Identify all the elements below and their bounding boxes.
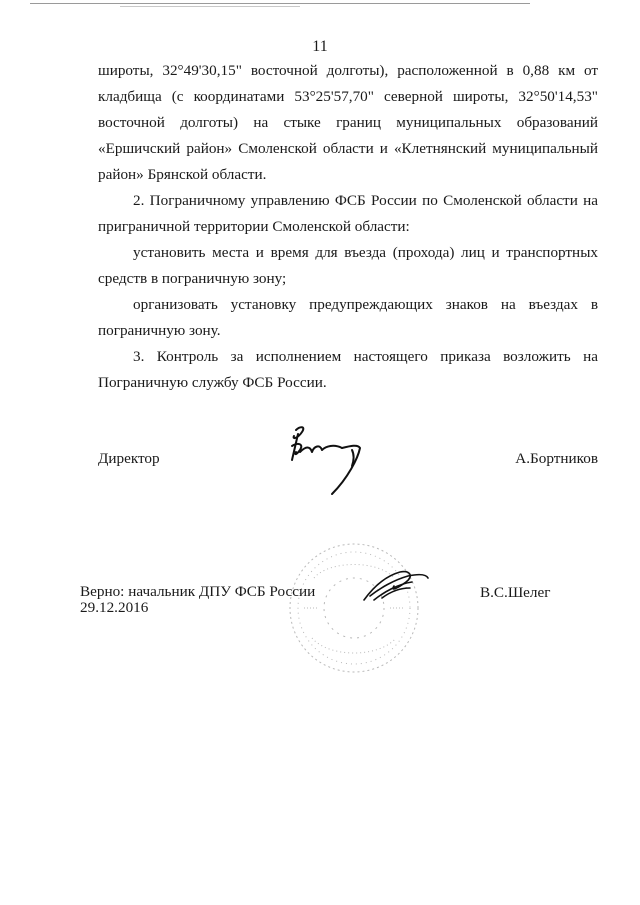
paragraph-item-2: 2. Пограничному управлению ФСБ России по Смоленской области на приграничной территории Смоленской области:	[98, 192, 598, 235]
paragraph-subitem-signs: организовать установку предупреждающих знаков на въездах в пограничную зону.	[98, 296, 598, 339]
paragraph-subitem-entry: установить места и время для въезда (прохода) лиц и транспортных средств в пограничную зону;	[98, 244, 598, 287]
scan-edge-line	[30, 3, 530, 4]
signatory-name: А.Бортников	[515, 450, 598, 467]
signatory-title: Директор	[98, 450, 160, 467]
paragraph-item-3: 3. Контроль за исполнением настоящего приказа возложить на Пограничную службу ФСБ России.	[98, 348, 598, 391]
certification-date: 29.12.2016	[80, 599, 149, 616]
certification-block	[80, 584, 315, 616]
document-body	[98, 58, 598, 396]
paragraph-coordinates: широты, 32°49'30,15" восточной долготы), расположенной в 0,88 км от кладбища (с координатами 53°25'57,70" северной широты, 32°50'14,53" восточной долготы) на стыке границ муниципальных образований «Ершичский район» Смоленской области и «Клетнянский муниципальный район» Брянской области.	[98, 62, 598, 183]
director-signature-icon	[282, 416, 372, 501]
page-number: 11	[312, 38, 328, 55]
scan-edge-line	[120, 6, 300, 7]
certification-line: Верно: начальник ДПУ ФСБ России	[80, 583, 316, 600]
certifier-name: В.С.Шелег	[480, 584, 551, 601]
certifier-signature-icon	[360, 566, 432, 606]
